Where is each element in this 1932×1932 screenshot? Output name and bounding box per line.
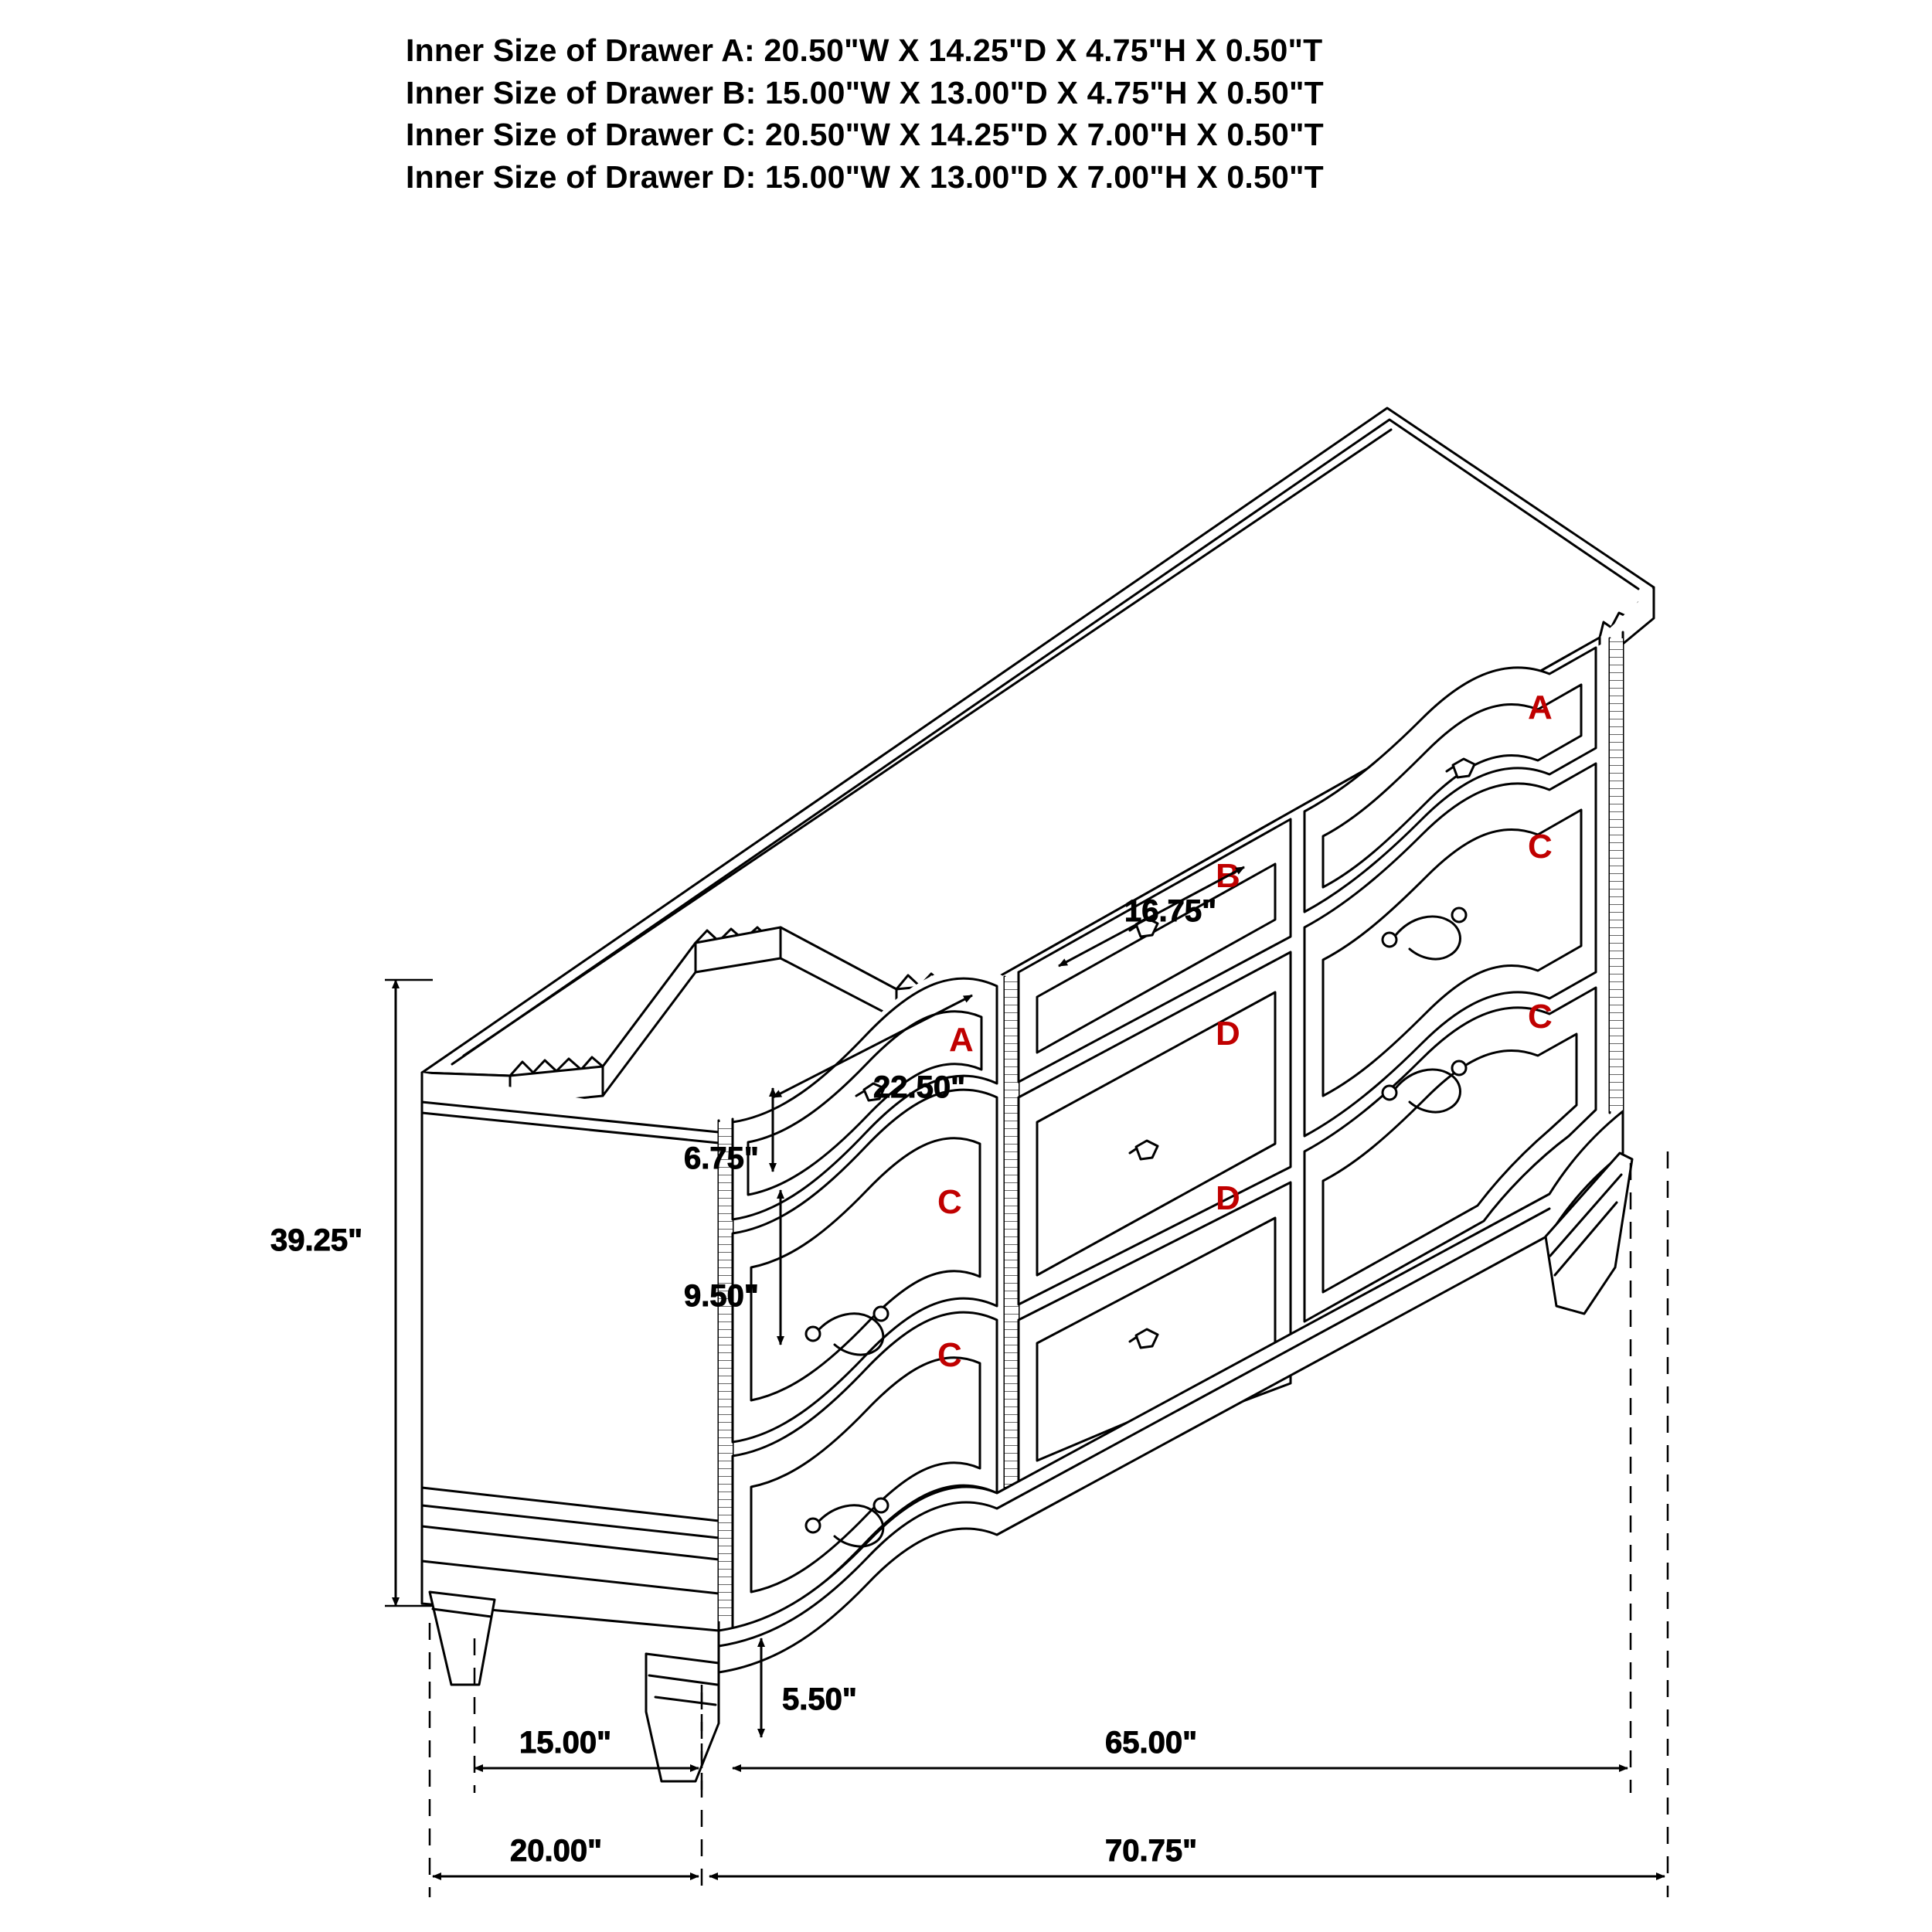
dim-width-total [709,1834,1665,1876]
spec-line-b: Inner Size of Drawer B: 15.00"W X 13.00"D X 4.75"H X 0.50"T [406,74,1324,111]
dim-overall-height [270,980,433,1606]
dim-label-drawer-a-width: 22.50" [873,1070,966,1104]
spec-line-d: Inner Size of Drawer D: 15.00"W X 13.00"D X 7.00"H X 0.50"T [406,158,1324,195]
drawer-letter-c-right-upper: C [1528,828,1553,866]
stile-right [1610,632,1623,1113]
drawer-letter-b-top: B [1216,857,1240,895]
stile-left [719,1119,733,1631]
dim-depth-total [433,1834,699,1876]
left-side-panel [422,1073,719,1631]
drawer-letter-a-right: A [1528,689,1553,726]
dim-label-leg-height: 5.50" [782,1682,857,1716]
spec-line-c: Inner Size of Drawer C: 20.50"W X 14.25"D X 7.00"H X 0.50"T [406,117,1324,153]
dim-label-drawer-b-width: 16.75" [1124,894,1217,928]
drawer-letter-d-lower: D [1216,1179,1240,1217]
dim-label-depth-left: 15.00" [519,1726,612,1760]
drawer-letter-c-right-lower: C [1528,998,1553,1036]
dim-label-drawer-c-height: 9.50" [684,1279,759,1313]
stile-center [1005,972,1019,1492]
dim-label-depth-total: 20.00" [510,1834,603,1868]
drawer-letter-a-left: A [949,1021,974,1059]
drawer-letter-d-middle: D [1216,1015,1240,1053]
dim-label-width-total: 70.75" [1105,1834,1198,1868]
dim-width-front [733,1726,1628,1768]
drawer-letter-c-left-middle: C [937,1183,962,1221]
dim-label-overall-height: 39.25" [270,1223,363,1257]
dim-label-drawer-a-height: 6.75" [684,1141,759,1175]
drawer-letter-c-left-bottom: C [937,1336,962,1374]
spec-line-a: Inner Size of Drawer A: 20.50"W X 14.25"D X 4.75"H X 0.50"T [406,32,1323,68]
dim-label-width-front: 65.00" [1105,1726,1198,1760]
